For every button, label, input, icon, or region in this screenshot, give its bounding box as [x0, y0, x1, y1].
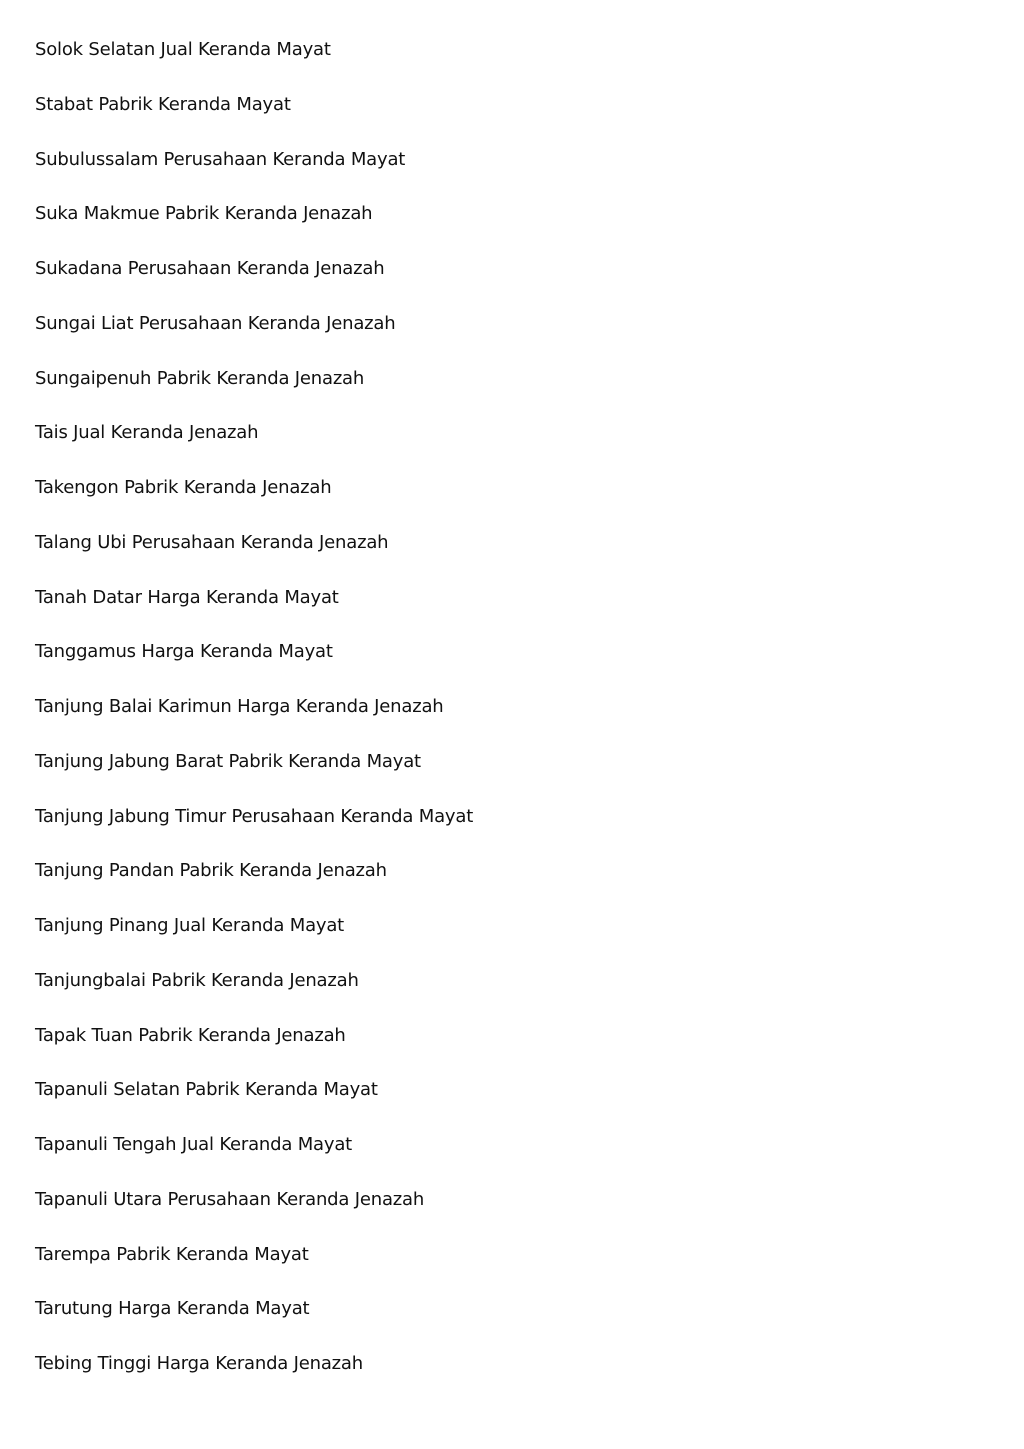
text-line: Stabat Pabrik Keranda Mayat — [35, 93, 291, 115]
text-line: Takengon Pabrik Keranda Jenazah — [35, 477, 332, 498]
text-line: Sungai Liat Perusahaan Keranda Jenazah — [35, 312, 396, 334]
text-line: Tais Jual Keranda Jenazah — [35, 422, 259, 444]
text-line: Subulussalam Perusahaan Keranda Mayat — [35, 148, 406, 170]
text-line: Sungaipenuh Pabrik Keranda Jenazah — [35, 367, 365, 389]
text-line: Tanjung Jabung Timur Perusahaan Keranda Mayat — [35, 805, 474, 827]
text-line: Tanjung Pandan Pabrik Keranda Jenazah — [35, 860, 387, 882]
text-line: Tanjungbalai Pabrik Keranda Jenazah — [35, 969, 359, 991]
text-line: Tanah Datar Harga Keranda Mayat — [35, 586, 339, 608]
text-line: Suka Makmue Pabrik Keranda Jenazah — [35, 203, 373, 225]
text-line: Tanjung Pinang Jual Keranda Mayat — [35, 915, 345, 936]
text-line: Tanjung Jabung Barat Pabrik Keranda Mayat — [35, 750, 421, 772]
text-line: Tapanuli Utara Perusahaan Keranda Jenazah — [35, 1188, 425, 1210]
text-line: Tapanuli Tengah Jual Keranda Mayat — [35, 1134, 353, 1155]
text-line: Sukadana Perusahaan Keranda Jenazah — [35, 258, 385, 279]
text-line: Tapanuli Selatan Pabrik Keranda Mayat — [35, 1079, 378, 1101]
text-line: Tebing Tinggi Harga Keranda Jenazah — [35, 1353, 363, 1374]
text-line: Tapak Tuan Pabrik Keranda Jenazah — [35, 1024, 346, 1046]
text-line: Tanjung Balai Karimun Harga Keranda Jenazah — [35, 696, 444, 717]
text-line: Solok Selatan Jual Keranda Mayat — [35, 39, 331, 60]
text-line-list — [35, 36, 473, 1405]
text-line: Talang Ubi Perusahaan Keranda Jenazah — [35, 531, 389, 553]
text-line: Tarutung Harga Keranda Mayat — [35, 1298, 310, 1320]
text-line: Tarempa Pabrik Keranda Mayat — [35, 1243, 309, 1265]
text-line: Tanggamus Harga Keranda Mayat — [35, 641, 333, 663]
